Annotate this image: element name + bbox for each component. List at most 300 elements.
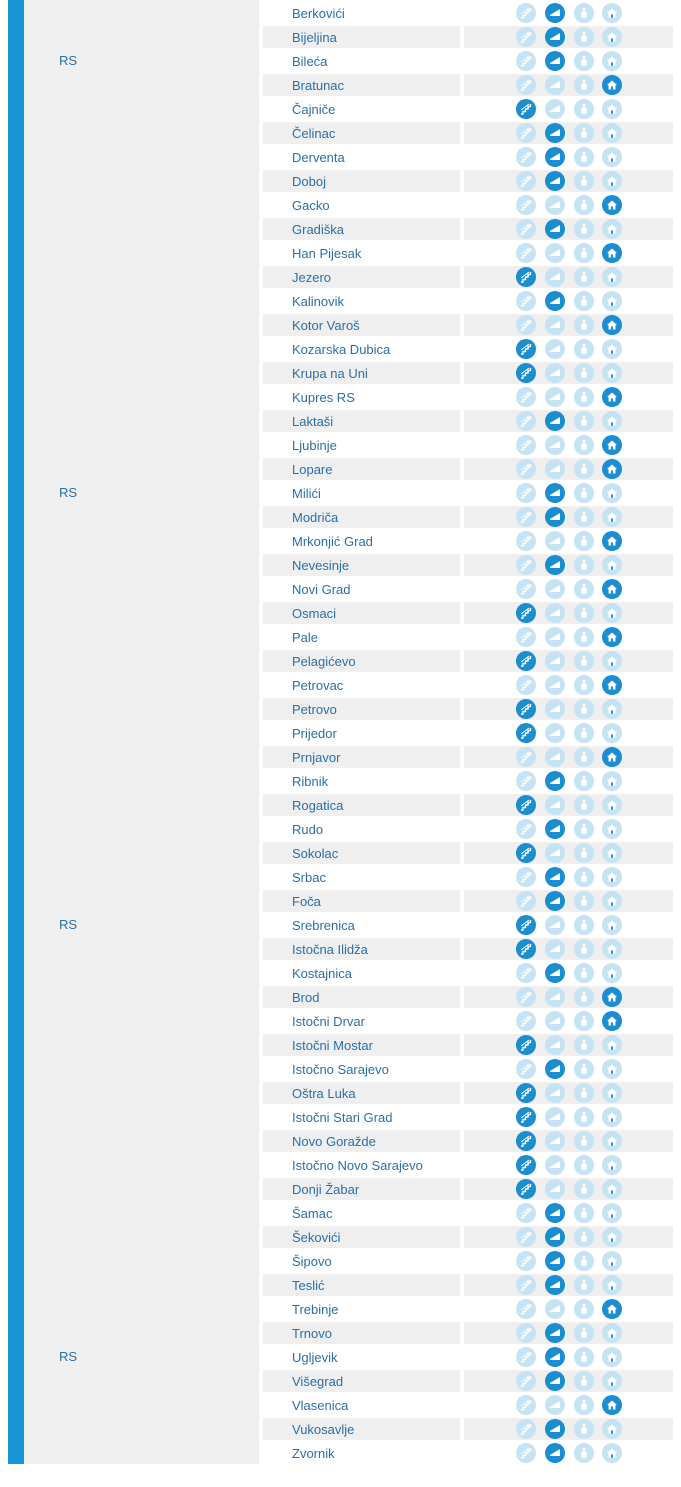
table-row (263, 1250, 673, 1274)
municipality-cell (263, 170, 460, 192)
figure-icon (574, 939, 594, 959)
house-icon (602, 315, 622, 335)
icons-cell (464, 1226, 673, 1248)
wedge-icon (545, 1227, 565, 1247)
icons-cell (464, 146, 673, 168)
municipality-name: Derventa (292, 150, 345, 165)
municipality-name: Srbac (292, 870, 326, 885)
icons-cell (464, 338, 673, 360)
stairs-icon (516, 387, 536, 407)
house-icon (602, 1299, 622, 1319)
wedge-icon (545, 1155, 565, 1175)
municipality-name: Prijedor (292, 726, 337, 741)
house-icon (602, 1203, 622, 1223)
figure-icon (574, 1179, 594, 1199)
municipality-name: Zvornik (292, 1446, 335, 1461)
stairs-icon (516, 963, 536, 983)
table-row (263, 914, 673, 938)
icons-cell (464, 842, 673, 864)
stairs-icon (516, 699, 536, 719)
municipality-name: Osmaci (292, 606, 337, 621)
wedge-icon (545, 243, 565, 263)
municipality-name: Foča (292, 894, 321, 909)
table-row (263, 122, 673, 146)
house-icon (602, 627, 622, 647)
table-row (263, 818, 673, 842)
figure-icon (574, 483, 594, 503)
municipality-name: Bratunac (292, 78, 345, 93)
municipality-cell (263, 602, 460, 624)
table-row (263, 674, 673, 698)
table-row (263, 1442, 673, 1466)
icons-cell (464, 1442, 673, 1464)
house-icon (602, 675, 622, 695)
stairs-icon (516, 123, 536, 143)
icons-cell (464, 770, 673, 792)
municipality-name: Sokolac (292, 846, 339, 861)
wedge-icon (545, 1179, 565, 1199)
municipality-name: Prnjavor (292, 750, 341, 765)
house-icon (602, 1227, 622, 1247)
table-row (263, 1298, 673, 1322)
house-icon (602, 1371, 622, 1391)
table-row (263, 1106, 673, 1130)
table-row (263, 218, 673, 242)
municipality-name: Kupres RS (292, 390, 355, 405)
table-row (263, 1274, 673, 1298)
figure-icon (574, 963, 594, 983)
municipality-cell (263, 842, 460, 864)
house-icon (602, 3, 622, 23)
municipality-name: Kozarska Dubica (292, 342, 391, 357)
icons-cell (464, 1418, 673, 1440)
table-row (263, 506, 673, 530)
house-icon (602, 171, 622, 191)
table-row (263, 962, 673, 986)
figure-icon (574, 579, 594, 599)
house-icon (602, 1059, 622, 1079)
house-icon (602, 987, 622, 1007)
icons-cell (464, 1106, 673, 1128)
figure-icon (574, 987, 594, 1007)
figure-icon (574, 507, 594, 527)
stairs-icon (516, 267, 536, 287)
stairs-icon (516, 1203, 536, 1223)
house-icon (602, 123, 622, 143)
wedge-icon (545, 1059, 565, 1079)
stairs-icon (516, 555, 536, 575)
icons-cell (464, 170, 673, 192)
house-icon (602, 1395, 622, 1415)
municipality-name: Rudo (292, 822, 324, 837)
icons-cell (464, 1058, 673, 1080)
municipality-cell (263, 986, 460, 1008)
municipality-name: Vlasenica (292, 1398, 349, 1413)
wedge-icon (545, 1035, 565, 1055)
figure-icon (574, 723, 594, 743)
figure-icon (574, 795, 594, 815)
figure-icon (574, 915, 594, 935)
wedge-icon (545, 915, 565, 935)
house-icon (602, 459, 622, 479)
figure-icon (574, 867, 594, 887)
stairs-icon (516, 1251, 536, 1271)
wedge-icon (545, 1251, 565, 1271)
wedge-icon (545, 1107, 565, 1127)
stairs-icon (516, 1299, 536, 1319)
municipality-cell (263, 482, 460, 504)
municipality-name: Berkovići (292, 6, 345, 21)
icons-cell (464, 194, 673, 216)
house-icon (602, 555, 622, 575)
stairs-icon (516, 363, 536, 383)
figure-icon (574, 219, 594, 239)
group-column (24, 0, 259, 1464)
municipality-name: Novi Grad (292, 582, 351, 597)
municipality-cell (263, 1370, 460, 1392)
house-icon (602, 819, 622, 839)
figure-icon (574, 315, 594, 335)
wedge-icon (545, 1323, 565, 1343)
wedge-icon (545, 579, 565, 599)
municipality-name: Ljubinje (292, 438, 337, 453)
wedge-icon (545, 459, 565, 479)
stairs-icon (516, 1011, 536, 1031)
house-icon (602, 1107, 622, 1127)
wedge-icon (545, 963, 565, 983)
table-row (263, 50, 673, 74)
stairs-icon (516, 3, 536, 23)
wedge-icon (545, 1131, 565, 1151)
municipality-cell (263, 1274, 460, 1296)
stairs-icon (516, 27, 536, 47)
table-row (263, 650, 673, 674)
figure-icon (574, 1083, 594, 1103)
municipality-cell (263, 818, 460, 840)
house-icon (602, 339, 622, 359)
wedge-icon (545, 363, 565, 383)
wedge-icon (545, 555, 565, 575)
house-icon (602, 243, 622, 263)
wedge-icon (545, 291, 565, 311)
figure-icon (574, 75, 594, 95)
figure-icon (574, 123, 594, 143)
stairs-icon (516, 51, 536, 71)
wedge-icon (545, 1299, 565, 1319)
table-row (263, 242, 673, 266)
municipality-name: Rogatica (292, 798, 344, 813)
stairs-icon (516, 627, 536, 647)
municipality-cell (263, 506, 460, 528)
table-row (263, 482, 673, 506)
icons-cell (464, 314, 673, 336)
stairs-icon (516, 987, 536, 1007)
municipality-name: Pelagićevo (292, 654, 356, 669)
house-icon (602, 363, 622, 383)
municipality-cell (263, 314, 460, 336)
wedge-icon (545, 987, 565, 1007)
house-icon (602, 579, 622, 599)
municipality-name: Petrovac (292, 678, 344, 693)
table-row (263, 1370, 673, 1394)
figure-icon (574, 1323, 594, 1343)
icons-cell (464, 98, 673, 120)
table-row (263, 698, 673, 722)
house-icon (602, 411, 622, 431)
municipality-name: Pale (292, 630, 319, 645)
stairs-icon (516, 339, 536, 359)
accent-bar (8, 0, 24, 1464)
icons-cell (464, 650, 673, 672)
figure-icon (574, 459, 594, 479)
icons-cell (464, 242, 673, 264)
figure-icon (574, 771, 594, 791)
table-row (263, 1322, 673, 1346)
icons-cell (464, 626, 673, 648)
wedge-icon (545, 1083, 565, 1103)
stairs-icon (516, 219, 536, 239)
figure-icon (574, 1131, 594, 1151)
icons-cell (464, 530, 673, 552)
municipality-name: Trebinje (292, 1302, 339, 1317)
stairs-icon (516, 1155, 536, 1175)
figure-icon (574, 1011, 594, 1031)
stairs-icon (516, 171, 536, 191)
figure-icon (574, 339, 594, 359)
figure-icon (574, 99, 594, 119)
icons-cell (464, 578, 673, 600)
table-row (263, 434, 673, 458)
stairs-icon (516, 531, 536, 551)
house-icon (602, 1131, 622, 1151)
house-icon (602, 651, 622, 671)
icons-cell (464, 554, 673, 576)
house-icon (602, 1275, 622, 1295)
municipality-cell (263, 2, 460, 24)
wedge-icon (545, 483, 565, 503)
municipality-cell (263, 50, 460, 72)
icons-cell (464, 290, 673, 312)
municipality-name: Mrkonjić Grad (292, 534, 373, 549)
icons-cell (464, 386, 673, 408)
table-row (263, 746, 673, 770)
table-row (263, 1394, 673, 1418)
figure-icon (574, 1035, 594, 1055)
icons-cell (464, 434, 673, 456)
table-row (263, 986, 673, 1010)
table-row (263, 842, 673, 866)
table-row (263, 458, 673, 482)
wedge-icon (545, 867, 565, 887)
wedge-icon (545, 1371, 565, 1391)
icons-cell (464, 74, 673, 96)
figure-icon (574, 1395, 594, 1415)
municipality-name: Bijeljina (292, 30, 337, 45)
municipality-cell (263, 626, 460, 648)
stairs-icon (516, 507, 536, 527)
icons-cell (464, 482, 673, 504)
municipality-name: Oštra Luka (292, 1086, 356, 1101)
municipality-cell (263, 362, 460, 384)
icons-cell (464, 674, 673, 696)
table-row (263, 578, 673, 602)
house-icon (602, 531, 622, 551)
house-icon (602, 891, 622, 911)
municipality-name: Krupa na Uni (292, 366, 368, 381)
wedge-icon (545, 747, 565, 767)
municipality-cell (263, 554, 460, 576)
stairs-icon (516, 747, 536, 767)
table-row (263, 866, 673, 890)
wedge-icon (545, 891, 565, 911)
wedge-icon (545, 819, 565, 839)
icons-cell (464, 986, 673, 1008)
stairs-icon (516, 75, 536, 95)
municipality-name: Istočni Drvar (292, 1014, 365, 1029)
icons-cell (464, 890, 673, 912)
municipality-name: Višegrad (292, 1374, 344, 1389)
group-label: RS (59, 917, 78, 932)
stairs-icon (516, 1107, 536, 1127)
stairs-icon (516, 1371, 536, 1391)
icons-cell (464, 362, 673, 384)
stairs-icon (516, 195, 536, 215)
wedge-icon (545, 651, 565, 671)
wedge-icon (545, 1347, 565, 1367)
stairs-icon (516, 1227, 536, 1247)
stairs-icon (516, 1035, 536, 1055)
municipality-cell (263, 914, 460, 936)
municipality-cell (263, 1034, 460, 1056)
figure-icon (574, 603, 594, 623)
stairs-icon (516, 483, 536, 503)
stairs-icon (516, 723, 536, 743)
stairs-icon (516, 1347, 536, 1367)
municipality-name: Istočno Novo Sarajevo (292, 1158, 423, 1173)
municipality-name: Istočno Sarajevo (292, 1062, 389, 1077)
figure-icon (574, 699, 594, 719)
municipality-cell (263, 938, 460, 960)
table-row (263, 1178, 673, 1202)
municipality-name: Teslić (292, 1278, 325, 1293)
stairs-icon (516, 1323, 536, 1343)
stairs-icon (516, 243, 536, 263)
municipality-cell (263, 794, 460, 816)
figure-icon (574, 387, 594, 407)
stairs-icon (516, 147, 536, 167)
stairs-icon (516, 915, 536, 935)
stairs-icon (516, 1059, 536, 1079)
table-row (263, 1010, 673, 1034)
icons-cell (464, 266, 673, 288)
group-label: RS (59, 485, 78, 500)
municipality-cell (263, 698, 460, 720)
house-icon (602, 267, 622, 287)
wedge-icon (545, 219, 565, 239)
municipality-cell (263, 530, 460, 552)
municipality-cell (263, 1418, 460, 1440)
table-row (263, 266, 673, 290)
figure-icon (574, 147, 594, 167)
icons-cell (464, 746, 673, 768)
house-icon (602, 771, 622, 791)
wedge-icon (545, 507, 565, 527)
house-icon (602, 1323, 622, 1343)
municipality-cell (263, 578, 460, 600)
wedge-icon (545, 795, 565, 815)
municipality-name: Ribnik (292, 774, 329, 789)
municipality-cell (263, 218, 460, 240)
stairs-icon (516, 459, 536, 479)
wedge-icon (545, 147, 565, 167)
municipality-name: Milići (292, 486, 321, 501)
stairs-icon (516, 1275, 536, 1295)
house-icon (602, 99, 622, 119)
wedge-icon (545, 531, 565, 551)
wedge-icon (545, 267, 565, 287)
municipality-name: Ugljevik (292, 1350, 338, 1365)
figure-icon (574, 243, 594, 263)
table-row (263, 602, 673, 626)
icons-cell (464, 1370, 673, 1392)
municipality-cell (263, 866, 460, 888)
figure-icon (574, 3, 594, 23)
stairs-icon (516, 1395, 536, 1415)
stairs-icon (516, 99, 536, 119)
municipality-cell (263, 434, 460, 456)
icons-cell (464, 1298, 673, 1320)
icons-cell (464, 26, 673, 48)
municipality-name: Novo Goražde (292, 1134, 376, 1149)
figure-icon (574, 891, 594, 911)
house-icon (602, 915, 622, 935)
stairs-icon (516, 651, 536, 671)
house-icon (602, 27, 622, 47)
municipality-cell (263, 890, 460, 912)
municipality-name: Kalinovik (292, 294, 345, 309)
stairs-icon (516, 795, 536, 815)
house-icon (602, 387, 622, 407)
stairs-icon (516, 939, 536, 959)
wedge-icon (545, 1203, 565, 1223)
table-row (263, 314, 673, 338)
municipality-cell (263, 98, 460, 120)
wedge-icon (545, 339, 565, 359)
wedge-icon (545, 75, 565, 95)
icons-cell (464, 2, 673, 24)
figure-icon (574, 1347, 594, 1367)
municipality-name: Donji Žabar (292, 1182, 360, 1197)
icons-cell (464, 1250, 673, 1272)
wedge-icon (545, 843, 565, 863)
table-row (263, 1034, 673, 1058)
icons-cell (464, 914, 673, 936)
municipality-cell (263, 242, 460, 264)
table-row (263, 530, 673, 554)
stairs-icon (516, 819, 536, 839)
figure-icon (574, 1443, 594, 1463)
municipality-name: Kotor Varoš (292, 318, 360, 333)
municipality-cell (263, 194, 460, 216)
figure-icon (574, 267, 594, 287)
house-icon (602, 1179, 622, 1199)
house-icon (602, 507, 622, 527)
table-row (263, 554, 673, 578)
figure-icon (574, 1419, 594, 1439)
municipality-cell (263, 122, 460, 144)
table-row (263, 1130, 673, 1154)
figure-icon (574, 1203, 594, 1223)
